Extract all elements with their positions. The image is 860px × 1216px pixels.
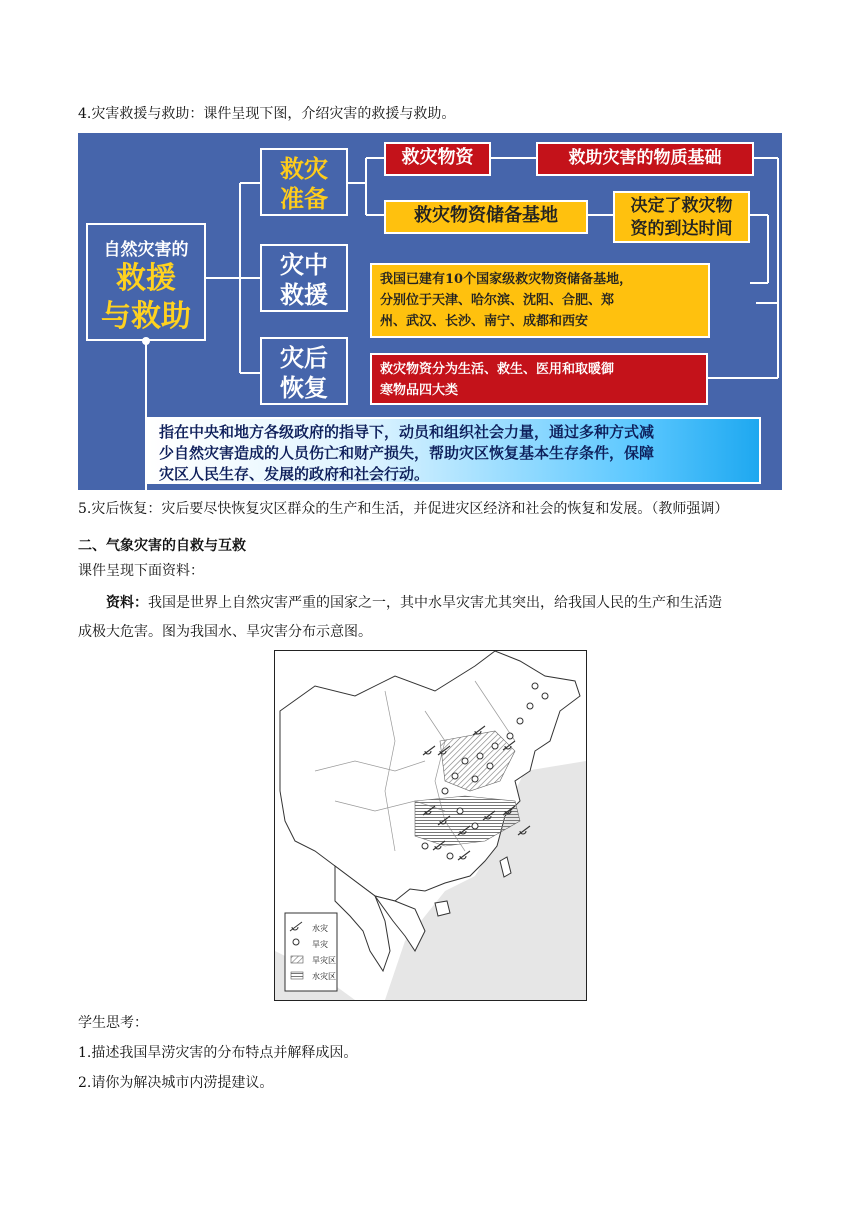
stage-preparation — [260, 148, 348, 216]
legend-flood-zone: 水灾区 — [312, 972, 336, 981]
stage-rescue-l1: 灾中 — [280, 251, 328, 279]
stage-rescue-l2: 救援 — [280, 281, 328, 309]
material-text-1: 我国是世界上自然灾害严重的国家之一，其中水旱灾害尤其突出，给我国人民的生产和生活造 — [148, 595, 722, 611]
stage-recovery-l2: 恢复 — [280, 374, 328, 402]
supply-categories-l2: 寒物品四大类 — [380, 383, 459, 398]
relief-slide — [78, 133, 782, 490]
para-intro: 课件呈现下面资料： — [78, 563, 204, 579]
supply-categories-box — [370, 353, 708, 405]
main-title-line1: 自然灾害的 — [103, 240, 189, 260]
storage-bases-l3: 州、武汉、长沙、南宁、成都和西安 — [380, 314, 589, 329]
main-title-line3: 与救助 — [101, 299, 191, 334]
legend-drought-zone: 旱灾区 — [312, 956, 336, 965]
arrival-time-box — [613, 191, 750, 243]
para-material-2: 成极大危害。图为我国水、旱灾害分布示意图。 — [78, 624, 372, 640]
supply-categories-l1: 救灾物资分为生活、救生、医用和取暖御 — [380, 362, 615, 377]
para-think: 学生思考： — [78, 1015, 148, 1031]
stage-preparation-l1: 救灾 — [280, 155, 328, 183]
main-title-line2: 救援 — [116, 261, 176, 296]
storage-base-box: 救灾物资储备基地 — [384, 200, 588, 234]
definition-l3: 灾区人民生存、发展的政府和社会行动。 — [159, 465, 430, 483]
storage-bases-list — [370, 263, 710, 338]
para-relief-intro: 4.灾害救援与救助：课件呈现下图，介绍灾害的救援与救助。 — [78, 106, 456, 122]
stage-recovery — [260, 337, 348, 405]
material-basis-box: 救助灾害的物质基础 — [536, 142, 754, 176]
legend-labels — [312, 921, 336, 985]
question-2: 2.请你为解决城市内涝提建议。 — [78, 1075, 274, 1091]
storage-bases-l1: 我国已建有10个国家级救灾物资储备基地， — [380, 272, 633, 287]
material-label: 资料： — [106, 595, 148, 611]
para-recovery: 5.灾后恢复：灾后要尽快恢复灾区群众的生产和生活，并促进灾区经济和社会的恢复和发展。（教师强调） — [78, 501, 729, 517]
section-heading: 二、气象灾害的自救与互救 — [78, 538, 246, 554]
stage-rescue — [260, 244, 348, 312]
relief-supplies-box: 救灾物资 — [384, 142, 491, 176]
arrival-time-l1: 决定了救灾物 — [630, 196, 733, 216]
storage-bases-l2: 分别位于天津、哈尔滨、沈阳、合肥、郑 — [380, 293, 615, 308]
definition-l1: 指在中央和地方各级政府的指导下，动员和组织社会力量，通过多种方式减 — [159, 423, 655, 441]
stage-preparation-l2: 准备 — [280, 185, 328, 213]
stage-recovery-l1: 灾后 — [280, 344, 328, 372]
main-title-box — [86, 223, 206, 341]
disaster-map — [274, 650, 587, 1001]
legend-drought: 旱灾 — [312, 940, 328, 949]
para-material-1 — [106, 593, 722, 613]
arrival-time-l2: 资的到达时间 — [630, 219, 733, 239]
definition-l2: 少自然灾害造成的人员伤亡和财产损失，帮助灾区恢复基本生存条件，保障 — [159, 444, 655, 462]
legend-flood: 水灾 — [312, 924, 328, 933]
definition-box — [147, 417, 761, 484]
question-1: 1.描述我国旱涝灾害的分布特点并解释成因。 — [78, 1045, 358, 1061]
